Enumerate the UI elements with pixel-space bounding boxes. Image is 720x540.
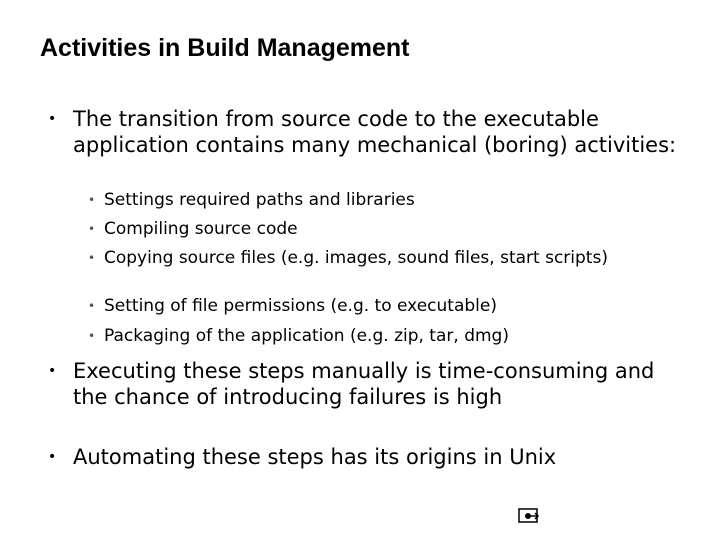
sub-bullet-compiling <box>88 219 668 240</box>
bullet-automating <box>48 444 688 470</box>
bullet-executing <box>48 358 688 410</box>
sub-bullet-marker: • <box>88 193 96 207</box>
sub-bullet-text: Packaging of the application (e.g. zip, tar, dmg) <box>104 326 509 346</box>
bullet-transition <box>48 106 688 158</box>
slide-navigation-icon[interactable] <box>518 506 542 524</box>
sub-bullet-marker: • <box>88 329 96 343</box>
sub-bullet-permissions <box>88 296 668 317</box>
sub-bullet-copying <box>88 248 668 269</box>
bullet-text: Executing these steps manually is time-consuming and the chance of introducing failures is high <box>73 359 655 409</box>
bullet-marker: • <box>48 449 57 465</box>
sub-bullet-marker: • <box>88 251 96 265</box>
sub-bullet-marker: • <box>88 222 96 236</box>
slide-title: Activities in Build Management <box>40 34 410 62</box>
sub-bullet-marker: • <box>88 299 96 313</box>
bullet-text: The transition from source code to the executable application contains many mechanical (boring) activities: <box>73 107 677 157</box>
bullet-marker: • <box>48 111 57 127</box>
sub-bullet-text: Copying source files (e.g. images, sound files, start scripts) <box>104 248 608 268</box>
sub-bullet-packaging <box>88 326 668 347</box>
bullet-text: Automating these steps has its origins in Unix <box>73 445 557 469</box>
sub-bullet-paths <box>88 190 668 211</box>
sub-bullet-text: Settings required paths and libraries <box>104 190 415 210</box>
bullet-marker: • <box>48 363 57 379</box>
sub-bullet-text: Compiling source code <box>104 219 298 239</box>
sub-bullet-text: Setting of file permissions (e.g. to executable) <box>104 296 497 316</box>
